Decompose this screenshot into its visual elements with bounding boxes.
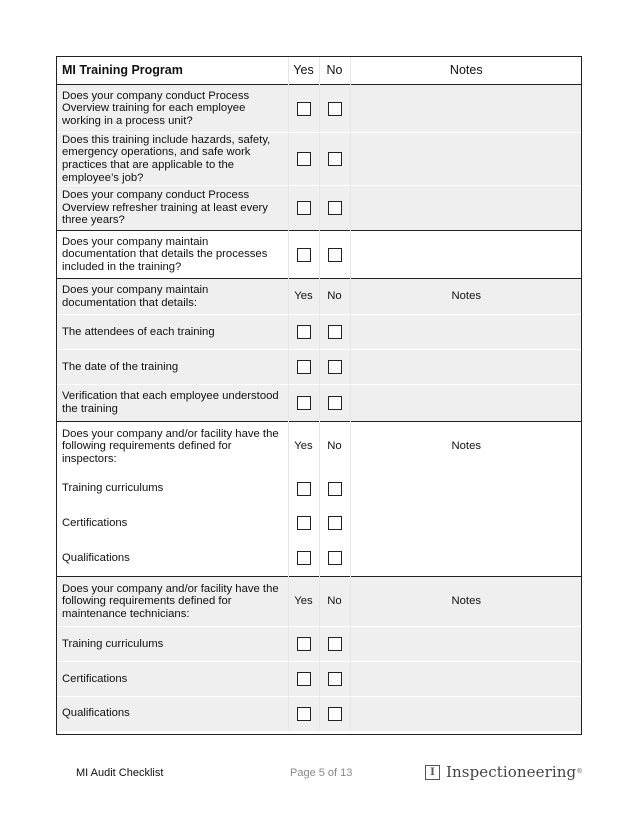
yes-checkbox[interactable] — [297, 360, 311, 374]
no-checkbox[interactable] — [328, 248, 342, 262]
yes-checkbox[interactable] — [297, 516, 311, 530]
notes-cell[interactable] — [350, 85, 582, 133]
question-text: Does your company maintain documentation that details the processes included in the training? — [56, 231, 288, 279]
no-label: No — [319, 279, 350, 315]
no-label: No — [319, 577, 350, 627]
no-checkbox[interactable] — [328, 325, 342, 339]
question-row — [56, 506, 582, 541]
question-row — [56, 315, 582, 350]
no-checkbox[interactable] — [328, 637, 342, 651]
question-text: Does this training include hazards, safety, emergency operations, and safe work practices that are applicable to the employee’s job? — [56, 133, 288, 186]
question-text: Qualifications — [56, 541, 288, 577]
no-checkbox[interactable] — [328, 516, 342, 530]
subsection-question: Does your company and/or facility have the following requirements defined for maintenance technicians: — [56, 577, 288, 627]
no-checkbox[interactable] — [328, 672, 342, 686]
yes-column-header: Yes — [288, 56, 319, 85]
notes-cell[interactable] — [350, 385, 582, 422]
no-column-header: No — [319, 56, 350, 85]
subsection-question: Does your company and/or facility have the following requirements defined for inspectors: — [56, 422, 288, 472]
notes-cell[interactable] — [350, 627, 582, 662]
notes-cell[interactable] — [350, 506, 582, 541]
logo-text: Inspectioneering — [446, 763, 577, 781]
notes-cell[interactable] — [350, 662, 582, 697]
no-checkbox[interactable] — [328, 482, 342, 496]
yes-checkbox[interactable] — [297, 102, 311, 116]
notes-cell[interactable] — [350, 231, 582, 279]
yes-checkbox[interactable] — [297, 551, 311, 565]
notes-label: Notes — [350, 279, 582, 315]
question-row — [56, 627, 582, 662]
document-title: MI Audit Checklist — [76, 767, 164, 779]
question-text: Does your company conduct Process Overview refresher training at least every three years? — [56, 186, 288, 231]
registered-mark: ® — [577, 769, 582, 775]
notes-cell[interactable] — [350, 472, 582, 506]
audit-checklist-table — [56, 56, 582, 731]
question-text: Qualifications — [56, 697, 288, 731]
question-row — [56, 186, 582, 231]
question-row — [56, 697, 582, 731]
no-checkbox[interactable] — [328, 360, 342, 374]
inspectioneering-logo — [425, 763, 582, 781]
subsection-heading-row — [56, 577, 582, 627]
yes-checkbox[interactable] — [297, 482, 311, 496]
no-checkbox[interactable] — [328, 551, 342, 565]
notes-cell[interactable] — [350, 315, 582, 350]
no-checkbox[interactable] — [328, 707, 342, 721]
yes-label: Yes — [288, 422, 319, 472]
question-text: The attendees of each training — [56, 315, 288, 350]
subsection-question: Does your company maintain documentation that details: — [56, 279, 288, 315]
question-text: Certifications — [56, 506, 288, 541]
notes-column-header: Notes — [350, 56, 582, 85]
yes-label: Yes — [288, 279, 319, 315]
question-row — [56, 231, 582, 279]
notes-cell[interactable] — [350, 133, 582, 186]
no-checkbox[interactable] — [328, 201, 342, 215]
yes-label: Yes — [288, 577, 319, 627]
yes-checkbox[interactable] — [297, 248, 311, 262]
yes-checkbox[interactable] — [297, 152, 311, 166]
question-row — [56, 472, 582, 506]
yes-checkbox[interactable] — [297, 672, 311, 686]
question-row — [56, 662, 582, 697]
notes-label: Notes — [350, 422, 582, 472]
notes-cell[interactable] — [350, 541, 582, 577]
subsection-heading-row — [56, 422, 582, 472]
no-checkbox[interactable] — [328, 102, 342, 116]
table-header-row — [56, 56, 582, 85]
question-row — [56, 85, 582, 133]
subsection-heading-row — [56, 279, 582, 315]
yes-checkbox[interactable] — [297, 201, 311, 215]
no-checkbox[interactable] — [328, 396, 342, 410]
question-text: Verification that each employee understood the training — [56, 385, 288, 422]
notes-cell[interactable] — [350, 186, 582, 231]
logo-mark-icon: I — [425, 765, 440, 780]
question-text: Training curriculums — [56, 627, 288, 662]
question-text: Training curriculums — [56, 472, 288, 506]
notes-label: Notes — [350, 577, 582, 627]
section-title: MI Training Program — [56, 56, 288, 85]
question-text: The date of the training — [56, 350, 288, 385]
question-row — [56, 541, 582, 577]
yes-checkbox[interactable] — [297, 637, 311, 651]
no-checkbox[interactable] — [328, 152, 342, 166]
notes-cell[interactable] — [350, 697, 582, 731]
yes-checkbox[interactable] — [297, 325, 311, 339]
question-text: Does your company conduct Process Overview training for each employee working in a process unit? — [56, 85, 288, 133]
yes-checkbox[interactable] — [297, 707, 311, 721]
question-row — [56, 133, 582, 186]
no-label: No — [319, 422, 350, 472]
yes-checkbox[interactable] — [297, 396, 311, 410]
question-row — [56, 350, 582, 385]
question-row — [56, 385, 582, 422]
question-text: Certifications — [56, 662, 288, 697]
notes-cell[interactable] — [350, 350, 582, 385]
page-number: Page 5 of 13 — [290, 767, 353, 779]
